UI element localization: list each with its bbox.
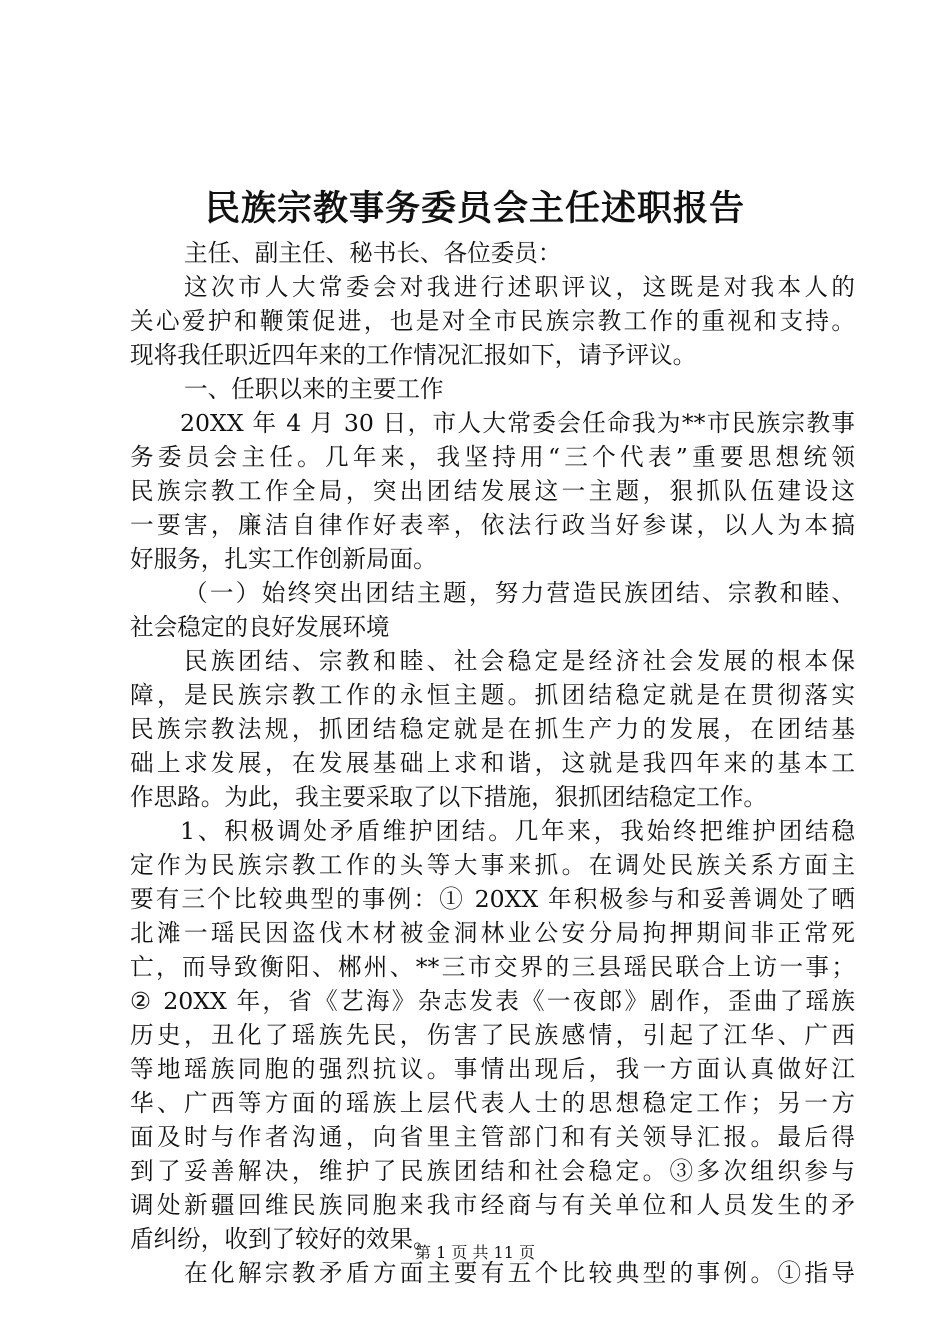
page-footer: 第 1 页 共 11 页 [415, 1243, 535, 1262]
body-line: 等地瑶族同胞的强烈抗议。事情出现后，我一方面认真做好江 [130, 1055, 855, 1083]
body-line: 作思路。为此，我主要采取了以下措施，狠抓团结稳定工作。 [130, 783, 768, 811]
body-line: 好服务，扎实工作创新局面。 [130, 545, 437, 573]
body-line: 现将我任职近四年来的工作情况汇报如下，请予评议。 [130, 341, 697, 369]
body-line: 在化解宗教矛盾方面主要有五个比较典型的事例。①指导 [184, 1259, 855, 1287]
document-title: 民族宗教事务委员会主任述职报告 [204, 188, 745, 229]
body-line: 要有三个比较典型的事例：① 20XX 年积极参与和妥善调处了晒 [130, 885, 855, 913]
body-line: 民族宗教工作全局，突出团结发展这一主题，狠抓队伍建设这 [130, 477, 855, 505]
body-line: 北滩一瑶民因盗伐木材被金洞林业公安分局拘押期间非正常死 [130, 919, 855, 947]
body-line: 定作为民族宗教工作的头等大事来抓。在调处民族关系方面主 [130, 851, 855, 879]
document-body [130, 236, 855, 1290]
body-line: 一、任职以来的主要工作 [184, 375, 444, 403]
body-line: 亡，而导致衡阳、郴州、**三市交界的三县瑶民联合上访一事； [130, 953, 855, 981]
body-line: 务委员会主任。几年来，我坚持用“三个代表”重要思想统领 [130, 443, 855, 471]
body-line: 1、积极调处矛盾维护团结。几年来，我始终把维护团结稳 [180, 817, 855, 845]
body-line: 主任、副主任、秘书长、各位委员： [184, 239, 562, 267]
body-line: 历史，丑化了瑶族先民，伤害了民族感情，引起了江华、广西 [130, 1021, 855, 1049]
body-line: 民族宗教法规，抓团结稳定就是在抓生产力的发展，在团结基 [130, 715, 855, 743]
body-line: 障，是民族宗教工作的永恒主题。抓团结稳定就是在贯彻落实 [130, 681, 855, 709]
body-line: 调处新疆回维民族同胞来我市经商与有关单位和人员发生的矛 [130, 1191, 855, 1219]
body-line: （一）始终突出团结主题，努力营造民族团结、宗教和睦、 [184, 579, 855, 607]
body-line: 20XX 年 4 月 30 日，市人大常委会任命我为**市民族宗教事 [180, 409, 855, 437]
body-line: 础上求发展，在发展基础上求和谐，这就是我四年来的基本工 [130, 749, 855, 777]
body-line: 到了妥善解决，维护了民族团结和社会稳定。③多次组织参与 [130, 1157, 855, 1185]
body-line: 社会稳定的良好发展环境 [130, 613, 390, 641]
body-line: 一要害，廉洁自律作好表率，依法行政当好参谋，以人为本搞 [130, 511, 855, 539]
body-line: 华、广西等方面的瑶族上层代表人士的思想稳定工作；另一方 [130, 1089, 855, 1117]
body-line: 民族团结、宗教和睦、社会稳定是经济社会发展的根本保 [184, 647, 855, 675]
body-line: 盾纠纷，收到了较好的效果。 [130, 1225, 437, 1253]
body-line: 关心爱护和鞭策促进，也是对全市民族宗教工作的重视和支持。 [130, 307, 855, 335]
body-line: ② 20XX 年，省《艺海》杂志发表《一夜郎》剧作，歪曲了瑶族 [130, 987, 855, 1015]
body-line: 面及时与作者沟通，向省里主管部门和有关领导汇报。最后得 [130, 1123, 855, 1151]
body-line: 这次市人大常委会对我进行述职评议，这既是对我本人的 [184, 273, 855, 301]
